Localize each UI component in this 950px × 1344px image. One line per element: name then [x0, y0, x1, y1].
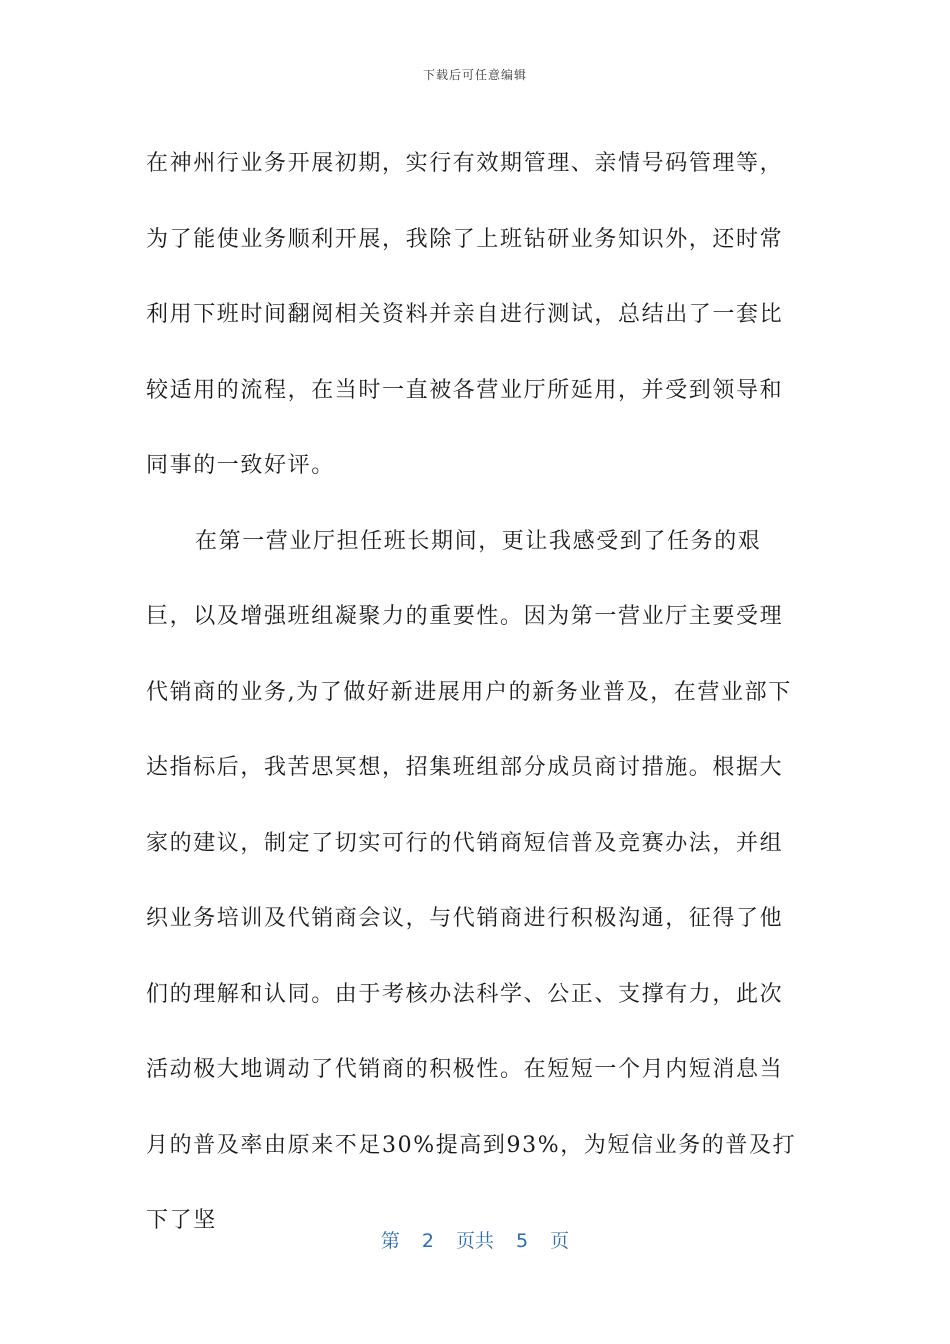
footer-current-page: 2: [421, 1230, 434, 1252]
footer-label-page: 第: [380, 1230, 400, 1252]
document-body: [146, 126, 806, 1259]
page-header-note: 下载后可任意编辑: [422, 68, 527, 82]
footer-total-pages: 5: [516, 1230, 529, 1252]
footer-label-total: 页共: [455, 1230, 494, 1252]
footer-label-end: 页: [550, 1230, 570, 1252]
paragraph-1: 在神州行业务开展初期，实行有效期管理、亲情号码管理等，为了能使业务顺利开展，我除了上班钻研业务知识外，还时常利用下班时间翻阅相关资料并亲自进行测试，总结出了一套比较适用的流程，在当时一直被各营业厅所延用，并受到领导和同事的一致好评。: [146, 151, 784, 478]
page-number-footer: [0, 1226, 950, 1253]
paragraph-2: 在第一营业厅担任班长期间，更让我感受到了任务的艰巨，以及增强班组凝聚力的重要性。因为第一营业厅主要受理代销商的业务,为了做好新进展用户的新务业普及，在营业部下达指标后，我苦思冥想，招集班组部分成员商讨措施。根据大家的建议，制定了切实可行的代销商短信普及竞赛办法，并组织业务培训及代销商会议，与代销商进行积极沟通，征得了他们的理解和认同。由于考核办法科学、公正、支撑有力，此次活动极大地调动了代销商的积极性。在短短一个月内短消息当月的普及率由原来不足30%提高到93%，为短信业务的普及打下了坚: [146, 528, 797, 1233]
